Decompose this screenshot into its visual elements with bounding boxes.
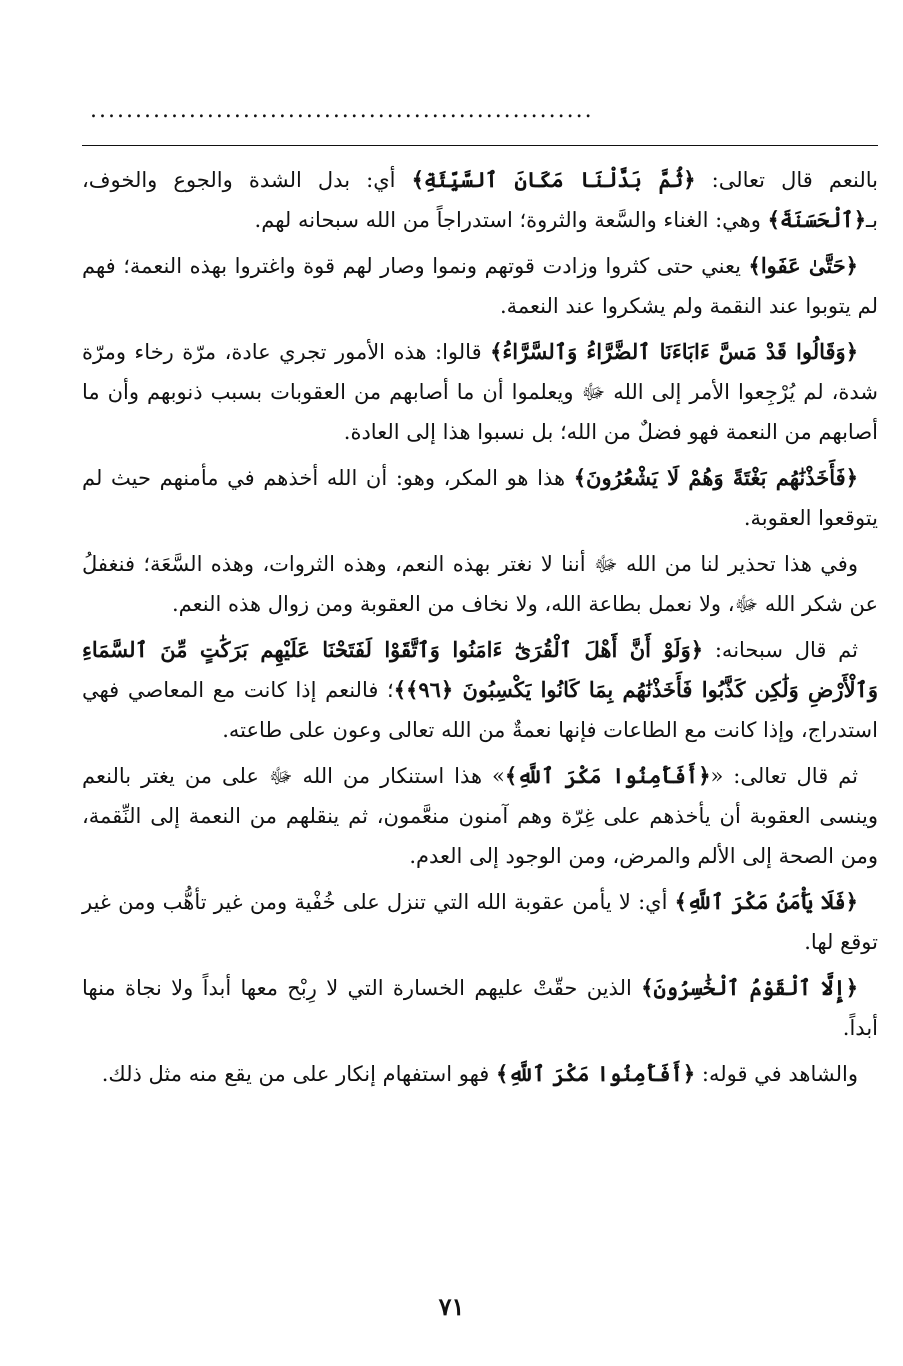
- paragraph-text: والشاهد في قوله:: [695, 1062, 858, 1086]
- paragraph-text: هذا هو المكر، وهو: أن الله أخذهم في مأمنهم حيث لم يتوقعوا العقوبة.: [82, 466, 878, 530]
- paragraph-text: ثم قال سبحانه:: [703, 638, 858, 662]
- paragraph-text: وهي: الغناء والسَّعة والثروة؛ استدراجاً من الله سبحانه لهم.: [254, 208, 768, 232]
- paragraph-7: [82, 756, 878, 876]
- paragraph-8: [82, 882, 878, 962]
- quran-verse: ﴿حَتَّىٰ عَفَوا﴾: [748, 253, 858, 278]
- header-dotted-line: ........................................................: [90, 98, 594, 123]
- quran-verse: ﴿إِلَّا ٱلْقَوْمُ ٱلْخَٰسِرُونَ﴾: [641, 975, 859, 1000]
- paragraph-text: يعني حتى كثروا وزادت قوتهم ونموا وصار لهم قوة واغتروا بهذه النعمة؛ فهم لم يتوبوا عند النقمة ولم يشكروا عند النعمة.: [82, 254, 878, 318]
- paragraph-5: [82, 544, 878, 624]
- quran-verse: ﴿ثُمَّ بَدَّلْنَا مَكَانَ ٱلسَّيِّئَةِ﴾: [411, 167, 696, 192]
- quran-verse: ﴿فَلَا يَأْمَنُ مَكْرَ ٱللَّهِ﴾: [674, 889, 858, 914]
- paragraph-4: [82, 458, 878, 538]
- quran-verse: ﴿وَقَالُوا قَدْ مَسَّ ءَابَاءَنَا ٱلضَّرَّاءُ وَٱلسَّرَّاءُ﴾: [490, 339, 859, 364]
- paragraph-text: وفي هذا تحذير لنا من الله ﷻ أننا لا نغتر بهذه النعم، وهذه الثروات، وهذه السَّعَة؛ فنغفلُ عن شكر الله ﷻ، ولا نعمل بطاعة الله، ولا نخاف من العقوبة ومن زوال هذه النعم.: [82, 552, 878, 616]
- paragraph-text: أي: لا يأمن عقوبة الله التي تنزل على خُفْية ومن غير تأهُّب ومن غير توقع لها.: [82, 890, 878, 954]
- body-text: [82, 160, 878, 1100]
- paragraph-text: قالوا: هذه الأمور تجري عادة، مرّة رخاء ومرّة شدة، لم يُرْجِعوا الأمر إلى الله ﷻ ويعلموا أن ما أصابهم من العقوبات بسبب ذنوبهم وأن ما أصابهم من النعمة فهو فضلٌ من الله؛ بل نسبوا هذا إلى العادة.: [82, 340, 878, 444]
- header-rule: [82, 145, 878, 146]
- quran-verse: ﴿فَأَخَذْنَٰهُم بَغْتَةً وَهُمْ لَا يَشْعُرُونَ﴾: [573, 465, 858, 490]
- paragraph-6: [82, 630, 878, 750]
- paragraph-3: [82, 332, 878, 452]
- quran-verse: ﴿أَفَأَمِنُوا مَكْرَ ٱللَّهِ﴾: [504, 763, 711, 788]
- paragraph-10: [82, 1054, 878, 1094]
- paragraph-9: [82, 968, 878, 1048]
- quran-verse: ﴿وَلَوْ أَنَّ أَهْلَ ٱلْقُرَىٰٓ ءَامَنُوا وَٱتَّقَوْا لَفَتَحْنَا عَلَيْهِم بَرَكَٰتٍ مِّنَ ٱلسَّمَاءِ وَٱلْأَرْضِ وَلَٰكِن كَذَّبُوا فَأَخَذْنَٰهُم بِمَا كَانُوا يَكْسِبُونَ ﴿٩٦﴾﴾: [82, 637, 878, 702]
- paragraph-2: [82, 246, 878, 326]
- page-number: ٧١: [438, 1292, 465, 1321]
- paragraph-text: ثم قال تعالى: «: [710, 764, 858, 788]
- paragraph-text: أي: بدل الشدة والجوع والخوف، بـ: [82, 168, 878, 232]
- paragraph-text: بالنعم قال تعالى:: [695, 168, 878, 192]
- paragraph-text: » هذا استنكار من الله ﷻ على من يغتر بالنعم وينسى العقوبة أن يأخذهم على غِرّة وهم آمنون منعَّمون، ثم ينقلهم من النعمة إلى النِّقمة، ومن الصحة إلى الألم والمرض، ومن الوجود إلى العدم.: [82, 764, 878, 868]
- paragraph-text: الذين حقّتْ عليهم الخسارة التي لا رِبْح معها أبداً ولا نجاة منها أبداً.: [82, 976, 878, 1040]
- quran-verse: ﴿أَفَأَمِنُوا مَكْرَ ٱللَّهِ﴾: [496, 1061, 696, 1086]
- paragraph-text: فهو استفهام إنكار على من يقع منه مثل ذلك.: [101, 1062, 496, 1086]
- paragraph-text: ؛ فالنعم إذا كانت مع المعاصي فهي استدراج، وإذا كانت مع الطاعات فإنها نعمةٌ من الله تعالى وعون على طاعته.: [82, 678, 878, 742]
- paragraph-1: [82, 160, 878, 240]
- quran-verse: ﴿ٱلْحَسَنَةَ﴾: [767, 207, 866, 232]
